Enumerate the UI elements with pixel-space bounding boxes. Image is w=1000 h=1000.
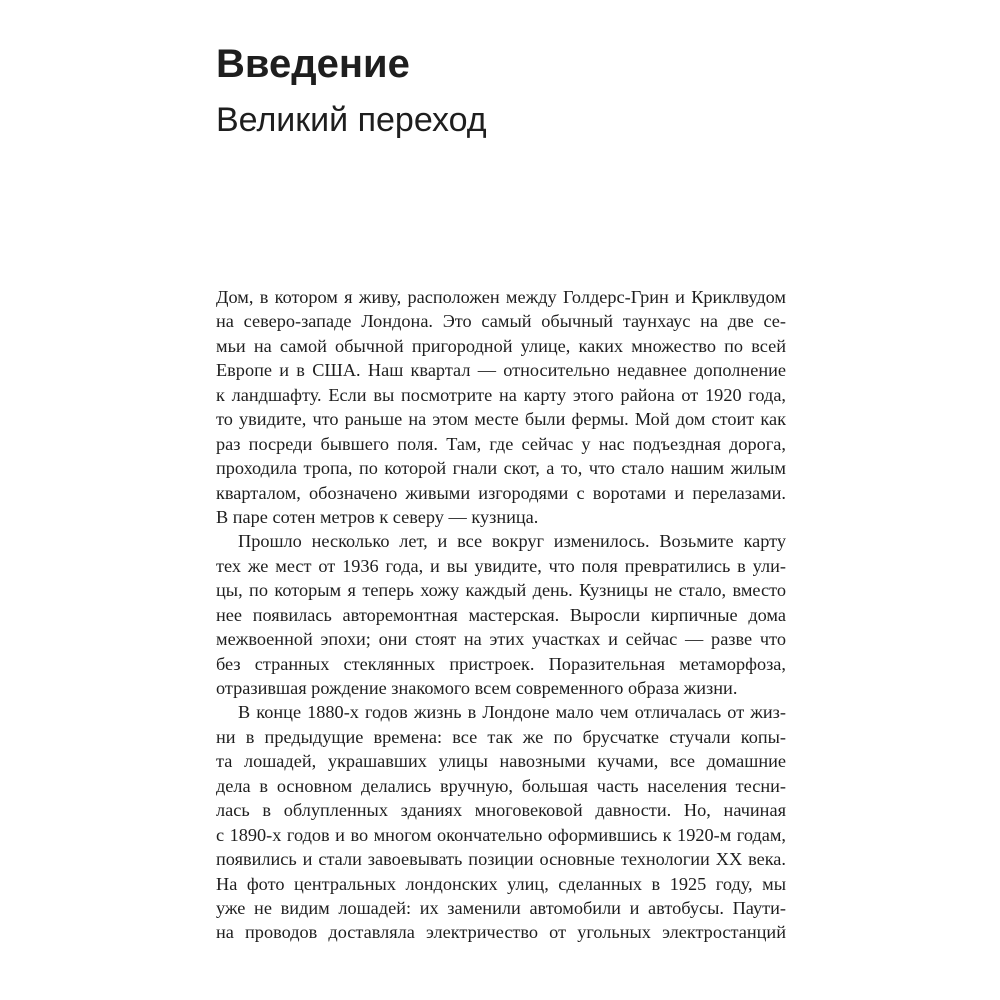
- body-text: [216, 285, 786, 945]
- text-line: та лошадей, украшавших улицы навозными кучами, все домашние: [216, 751, 786, 772]
- text-line: дела в основном делались вручную, большая часть населения тесни-: [216, 775, 786, 796]
- text-line: с 1890-х годов и во многом окончательно оформившись к 1920-м годам,: [216, 824, 786, 845]
- text-line: отразившая рождение знакомого всем современного образа жизни.: [216, 678, 738, 698]
- text-line: тех же мест от 1936 года, и вы увидите, что поля превратились в ули-: [216, 555, 786, 576]
- chapter-title: Введение: [216, 42, 410, 86]
- text-line: Прошло несколько лет, и все вокруг изменилось. Возьмите карту: [238, 531, 786, 552]
- text-line: уже не видим лошадей: их заменили автомобили и автобусы. Паути-: [216, 897, 786, 918]
- text-line: нее появилась авторемонтная мастерская. Выросли кирпичные дома: [216, 604, 786, 625]
- text-line: то увидите, что раньше на этом месте были фермы. Мой дом стоит как: [216, 409, 786, 430]
- text-line: На фото центральных лондонских улиц, сделанных в 1925 году, мы: [216, 873, 786, 894]
- text-line: на проводов доставляла электричество от угольных электростанций: [216, 922, 786, 943]
- text-line: кварталом, обозначено живыми изгородями с воротами и перелазами.: [216, 482, 786, 503]
- chapter-subtitle: Великий переход: [216, 101, 487, 139]
- text-line: цы, по которым я теперь хожу каждый день. Кузницы не стало, вместо: [216, 580, 786, 601]
- text-line: межвоенной эпохи; они стоят на этих участках и сейчас — разве что: [216, 629, 786, 650]
- text-line: раз посреди бывшего поля. Там, где сейчас у нас подъездная дорога,: [216, 433, 786, 454]
- text-line: лась в облупленных зданиях многовековой давности. Но, начиная: [216, 800, 786, 821]
- text-line: к ландшафту. Если вы посмотрите на карту этого района от 1920 года,: [216, 384, 786, 405]
- text-line: появились и стали завоевывать позиции основные технологии XX века.: [216, 849, 786, 870]
- text-line: проходила тропа, по которой гнали скот, а то, что стало нашим жилым: [216, 458, 786, 479]
- text-line: Европе и в США. Наш квартал — относительно недавнее дополнение: [216, 360, 786, 381]
- text-line: В паре сотен метров к северу — кузница.: [216, 506, 539, 527]
- text-line: ни в предыдущие времена: все так же по брусчатке стучали копы-: [216, 726, 786, 747]
- text-line: мьи на самой обычной пригородной улице, каких множество по всей: [216, 335, 786, 356]
- text-line: без странных стеклянных пристроек. Поразительная метаморфоза,: [216, 653, 786, 674]
- text-line: на северо-западе Лондона. Это самый обычный таунхаус на две се-: [216, 311, 786, 332]
- text-line: В конце 1880-х годов жизнь в Лондоне мало чем отличалась от жиз-: [238, 702, 786, 723]
- text-line: Дом, в котором я живу, расположен между Голдерс-Грин и Криклвудом: [216, 287, 786, 307]
